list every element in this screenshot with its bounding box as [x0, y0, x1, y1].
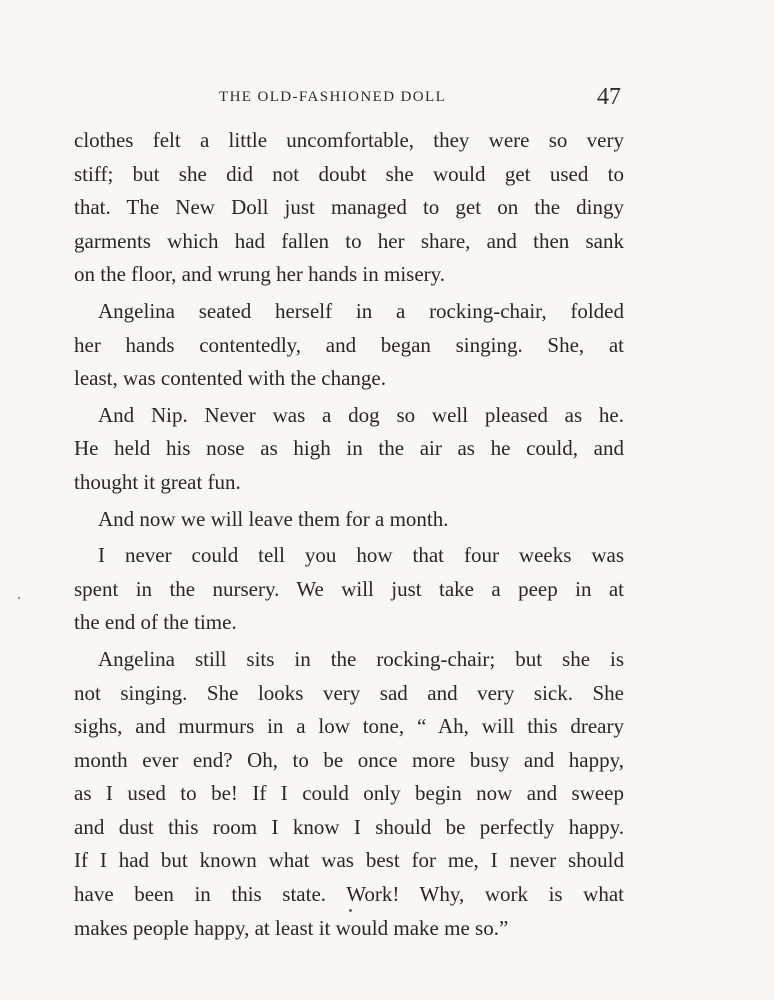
text-line: He held his nose as high in the air as he could, and	[74, 436, 624, 461]
text-line: as I used to be! If I could only begin now and sweep	[74, 781, 624, 806]
text-line: clothes felt a little uncomfortable, they were so very	[74, 128, 624, 152]
text-line: I never could tell you how that four weeks was	[98, 543, 624, 568]
paragraph-5	[74, 539, 624, 640]
text-line: have been in this state. Work! Why, work is what	[74, 882, 624, 907]
text-line: her hands contentedly, and began singing. She, at	[74, 332, 624, 357]
running-title: THE OLD-FASHIONED DOLL	[219, 89, 447, 105]
text-line: on the floor, and wrung her hands in misery.	[74, 262, 446, 287]
text-line: makes people happy, at least it would make me so.”	[74, 915, 509, 940]
text-line: and dust this room I know I should be perfectly happy.	[74, 814, 624, 839]
text-line: the end of the time.	[74, 610, 237, 635]
text-line: spent in the nursery. We will just take a peep in at	[74, 576, 624, 601]
text-line: Angelina still sits in the rocking-chair; but she is	[98, 646, 624, 671]
text-line: garments which had fallen to her share, and then sank	[74, 228, 624, 253]
text-line: not singing. She looks very sad and very sick. She	[74, 680, 624, 705]
ink-speck	[18, 597, 20, 599]
text-line: And now we will leave them for a month.	[98, 506, 449, 531]
paragraph-6	[74, 643, 624, 945]
text-line: And Nip. Never was a dog so well pleased as he.	[98, 402, 624, 427]
text-line: Angelina seated herself in a rocking-chair, folded	[98, 298, 624, 323]
text-line: month ever end? Oh, to be once more busy and happy,	[74, 747, 624, 772]
text-line: If I had but known what was best for me, I never should	[74, 848, 624, 873]
text-line: sighs, and murmurs in a low tone, “ Ah, will this dreary	[74, 714, 624, 739]
text-line: least, was contented with the change.	[74, 366, 386, 391]
paragraph-4	[74, 503, 624, 537]
running-head	[0, 84, 774, 114]
paragraph-2	[74, 295, 624, 396]
text-line: that. The New Doll just managed to get on the dingy	[74, 195, 624, 220]
text-line: stiff; but she did not doubt she would get used to	[74, 161, 624, 186]
body-text	[74, 124, 624, 945]
text-line: thought it great fun.	[74, 469, 241, 494]
paragraph-3	[74, 399, 624, 500]
page-number: 47	[597, 84, 621, 110]
paragraph-1	[74, 124, 624, 292]
ink-speck	[349, 909, 352, 912]
